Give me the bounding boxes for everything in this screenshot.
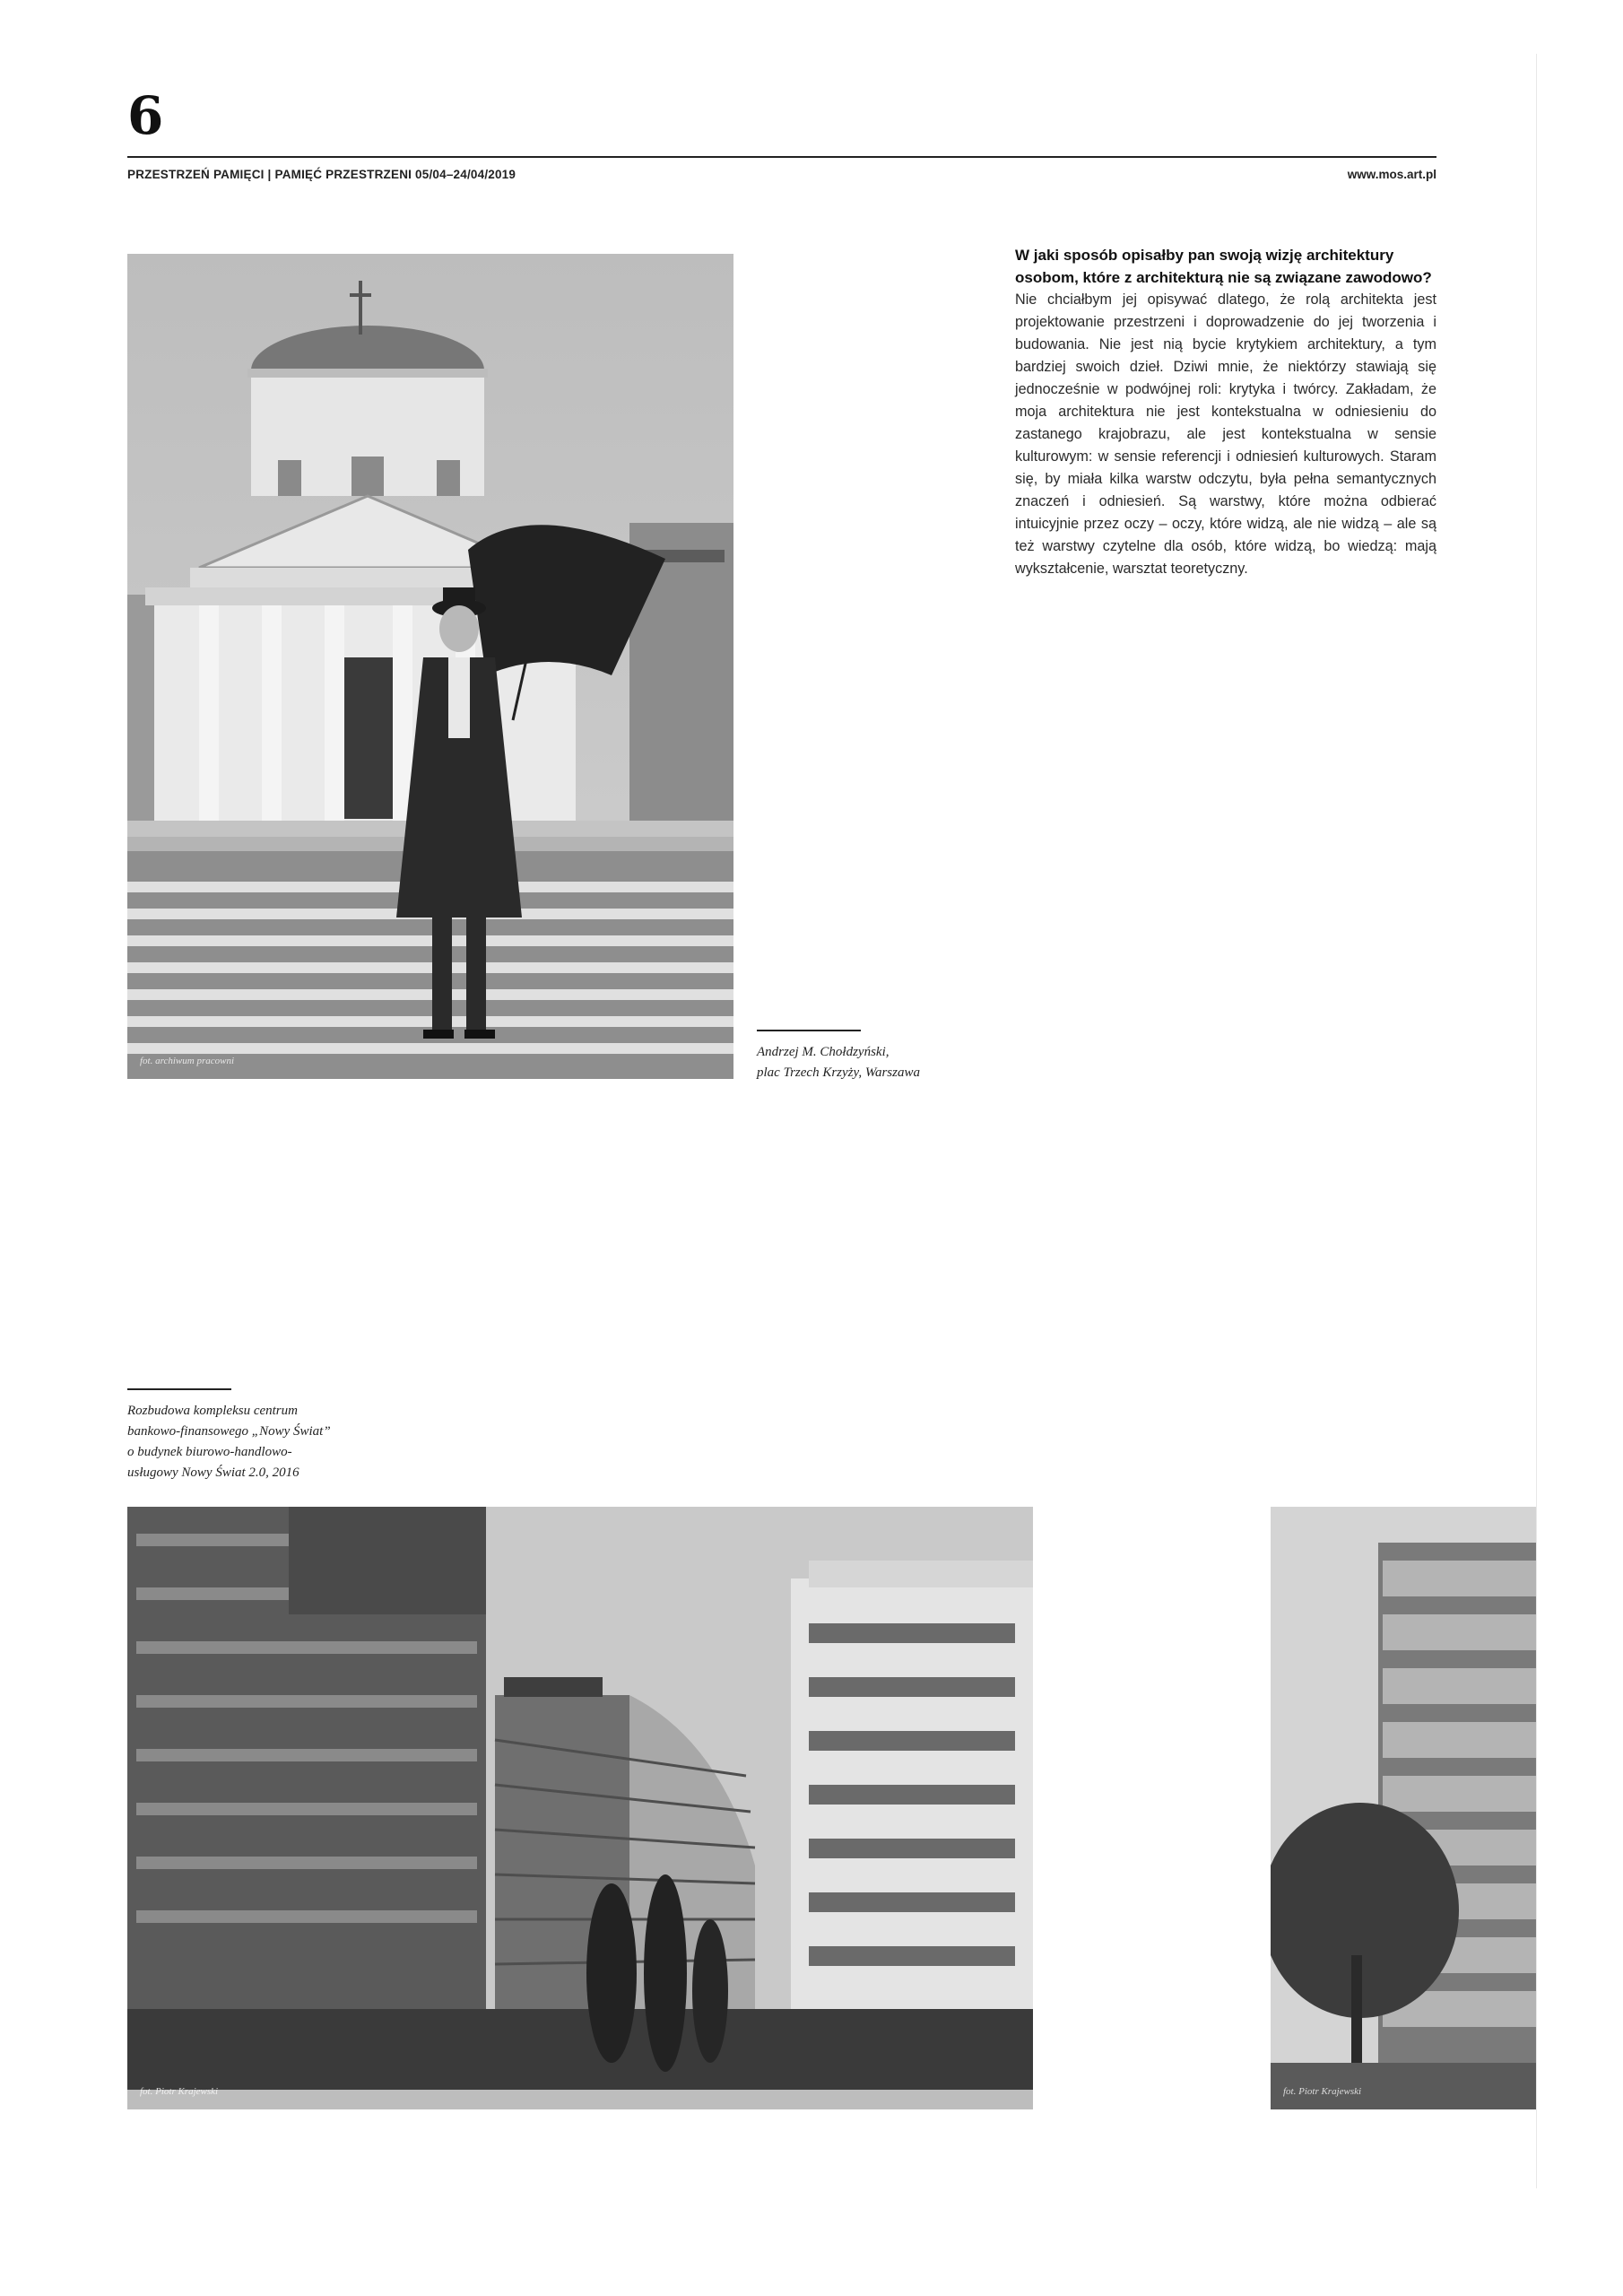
caption-line: bankowo-finansowego „Nowy Świat” (127, 1424, 331, 1439)
caption-divider (127, 1388, 231, 1390)
portrait-caption (757, 1042, 920, 1083)
photo-credit: fot. Piotr Krajewski (140, 2086, 219, 2097)
page-edge-line (1536, 54, 1537, 2188)
interview-text (1015, 244, 1436, 580)
glass-tower-illustration (1271, 1507, 1537, 2109)
caption-line: plac Trzech Krzyży, Warszawa (757, 1065, 920, 1080)
photo-credit: fot. Piotr Krajewski (1283, 2086, 1362, 2097)
caption-line: Rozbudowa kompleksu centrum (127, 1404, 298, 1418)
caption-line: usługowy Nowy Świat 2.0, 2016 (127, 1465, 299, 1480)
portrait-photo (127, 254, 733, 1079)
website-link[interactable]: www.mos.art.pl (1347, 168, 1436, 181)
running-title: PRZESTRZEŃ PAMIĘCI | PAMIĘĆ PRZESTRZENI 05/04–24/04/2019 (127, 168, 516, 181)
page-number: 6 (127, 85, 164, 146)
church-photo-illustration (127, 254, 733, 1079)
interview-answer: Nie chciałbym jej opisywać dlatego, że rolą architekta jest projektowanie przestrzeni i doprowadzenie do jej tworzenia i budowania. Nie jest nią bycie krytykiem architektury, a tym bardziej swoich dzieł. Dziwi mnie, że niektórzy stawiają się jednocześnie w podwójnej roli: krytyka i twórcy. Zakładam, że moja architektura nie jest kontekstualna w odniesieniu do zastanego krajobrazu, ale jest kontekstualna w sensie kulturowym: w sensie referencji i odniesień kulturowych. Staram się, by miała kilka warstw odczytu, była pełna semantycznych znaczeń i odniesień. Są warstwy, które można odbierać intuicyjnie przez oczy – oczy, które widzą, ale nie widzą – ale są też warstwy czytelne dla osób, które widzą, bo wiedzą: mają wykształcenie, warsztat teoretyczny. (1015, 291, 1436, 577)
office-buildings-illustration (127, 1507, 1033, 2109)
tower-photo (1271, 1507, 1537, 2109)
page-edge (1537, 0, 1623, 2296)
header-divider (127, 156, 1436, 158)
photo-credit: fot. archiwum pracowni (140, 1056, 235, 1066)
caption-line: Andrzej M. Chołdzyński, (757, 1045, 890, 1059)
building-caption (127, 1401, 331, 1483)
building-photo (127, 1507, 1033, 2109)
caption-line: o budynek biurowo-handlowo- (127, 1445, 292, 1459)
interview-question: W jaki sposób opisałby pan swoją wizję architektury osobom, które z architekturą nie są związane zawodowo? (1015, 247, 1432, 286)
caption-divider (757, 1030, 861, 1031)
